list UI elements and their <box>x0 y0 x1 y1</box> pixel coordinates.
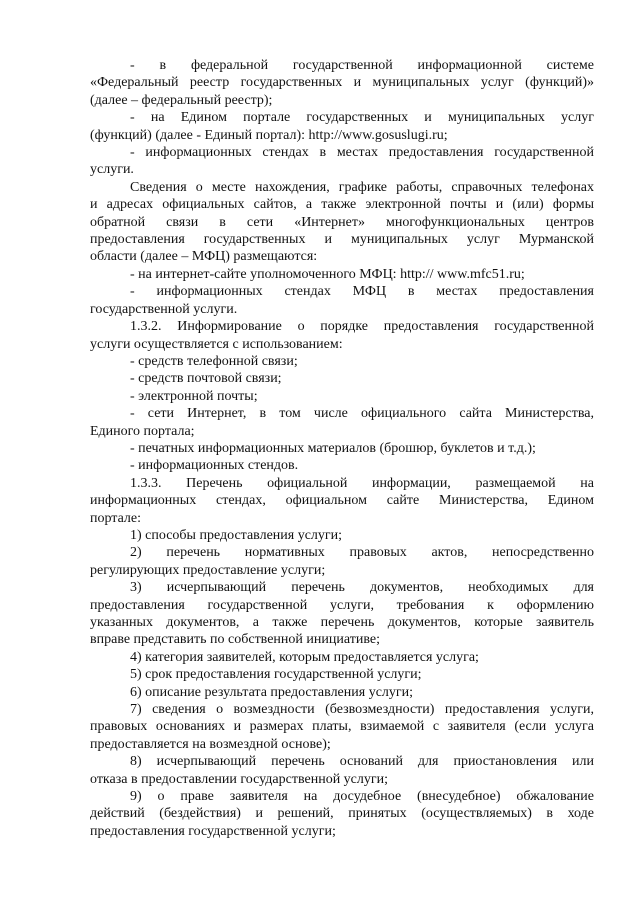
paragraph <box>90 283 594 318</box>
paragraph <box>90 405 594 440</box>
text-line: регулирующих предоставление услуги; <box>90 562 326 578</box>
text-line: - средств телефонной связи; <box>130 353 298 369</box>
text-line: вправе представить по собственной инициативе; <box>90 632 380 648</box>
text-line: 6) описание результата предоставления услуги; <box>130 684 414 700</box>
text-line: - печатных информационных материалов (брошюр, буклетов и т.д.); <box>130 440 536 456</box>
paragraph <box>90 457 594 474</box>
text-line: услуги. <box>90 162 134 178</box>
paragraph <box>90 440 594 457</box>
paragraph <box>90 179 594 266</box>
text-line: 1) способы предоставления услуги; <box>130 527 343 543</box>
text-line: 3) исчерпывающий перечень документов, необходимых для <box>130 580 594 596</box>
text-line: 2) перечень нормативных правовых актов, непосредственно <box>130 545 594 561</box>
paragraph <box>90 579 594 649</box>
text-line: информационных стендах, официальном сайте Министерства, Едином <box>90 493 594 509</box>
text-line: 1.3.2. Информирование о порядке предоставления государственной <box>130 319 594 335</box>
text-line: - в федеральной государственной информационной системе <box>130 58 594 73</box>
text-line: - сети Интернет, в том числе официального сайта Министерства, <box>130 406 594 422</box>
paragraph <box>90 109 594 144</box>
text-line: (далее – федеральный реестр); <box>90 92 273 108</box>
text-line: правовых основаниях и размерах платы, взимаемой с заявителя (если услуга <box>90 719 594 735</box>
text-line: Сведения о месте нахождения, графике работы, справочных телефонах <box>130 179 594 195</box>
paragraph <box>90 353 594 370</box>
paragraph <box>90 57 594 109</box>
text-line: - на Едином портале государственных и муниципальных услуг <box>130 110 594 126</box>
paragraph <box>90 666 594 683</box>
text-line: действий (бездействия) и решений, принятых (осуществляемых) в ходе <box>90 806 594 822</box>
text-line: «Федеральный реестр государственных и муниципальных услуг (функций)» <box>90 75 594 91</box>
text-line: 5) срок предоставления государственной услуги; <box>130 667 422 683</box>
text-line: указанных документов, а также перечень документов, которые заявитель <box>90 615 594 630</box>
text-line: услуги осуществляется с использованием: <box>90 336 343 352</box>
paragraph <box>90 475 594 527</box>
paragraph <box>90 527 594 544</box>
paragraph <box>90 649 594 666</box>
text-line: 7) сведения о возмездности (безвозмездности) предоставления услуги, <box>130 702 594 718</box>
paragraph <box>90 788 594 840</box>
text-line: 4) категория заявителей, которым предоставляется услуга; <box>130 649 479 665</box>
text-line: и адресах официальных сайтов, а также электронной почты и (или) формы <box>90 197 594 213</box>
text-line: портале: <box>90 510 142 526</box>
text-line: - информационных стендов. <box>130 458 299 474</box>
text-line: предоставления государственной услуги, требования к оформлению <box>90 597 594 613</box>
text-line: - информационных стендах в местах предоставления государственной <box>130 145 594 161</box>
document-page <box>90 57 594 840</box>
text-line: - средств почтовой связи; <box>130 371 282 387</box>
text-line: государственной услуги. <box>90 301 238 317</box>
paragraph <box>90 144 594 179</box>
text-line: предоставления государственных и муниципальных услуг Мурманской <box>90 232 594 248</box>
text-line: отказа в предоставлении государственной услуги; <box>90 771 389 787</box>
text-line: Единого портала; <box>90 423 195 439</box>
text-line: предоставления государственной услуги; <box>90 823 336 839</box>
text-line: - на интернет-сайте уполномоченного МФЦ: http:// www.mfc51.ru; <box>130 266 525 282</box>
text-line: - электронной почты; <box>130 388 258 404</box>
paragraph <box>90 318 594 353</box>
paragraph <box>90 544 594 579</box>
text-line: обратной связи в сети «Интернет» многофункциональных центров <box>90 214 594 230</box>
text-line: (функций) (далее - Единый портал): http://www.gosuslugi.ru; <box>90 127 448 143</box>
paragraph <box>90 753 594 788</box>
text-line: области (далее – МФЦ) размещаются: <box>90 249 318 265</box>
paragraph <box>90 684 594 701</box>
paragraph <box>90 388 594 405</box>
paragraph <box>90 701 594 753</box>
paragraph <box>90 266 594 283</box>
paragraph <box>90 370 594 387</box>
text-line: 9) о праве заявителя на досудебное (внесудебное) обжалование <box>130 789 594 805</box>
text-line: предоставляется на возмездной основе); <box>90 736 331 752</box>
text-line: 1.3.3. Перечень официальной информации, размещаемой на <box>130 475 594 491</box>
text-line: 8) исчерпывающий перечень оснований для приостановления или <box>130 754 594 770</box>
text-line: - информационных стендах МФЦ в местах предоставления <box>130 284 594 300</box>
